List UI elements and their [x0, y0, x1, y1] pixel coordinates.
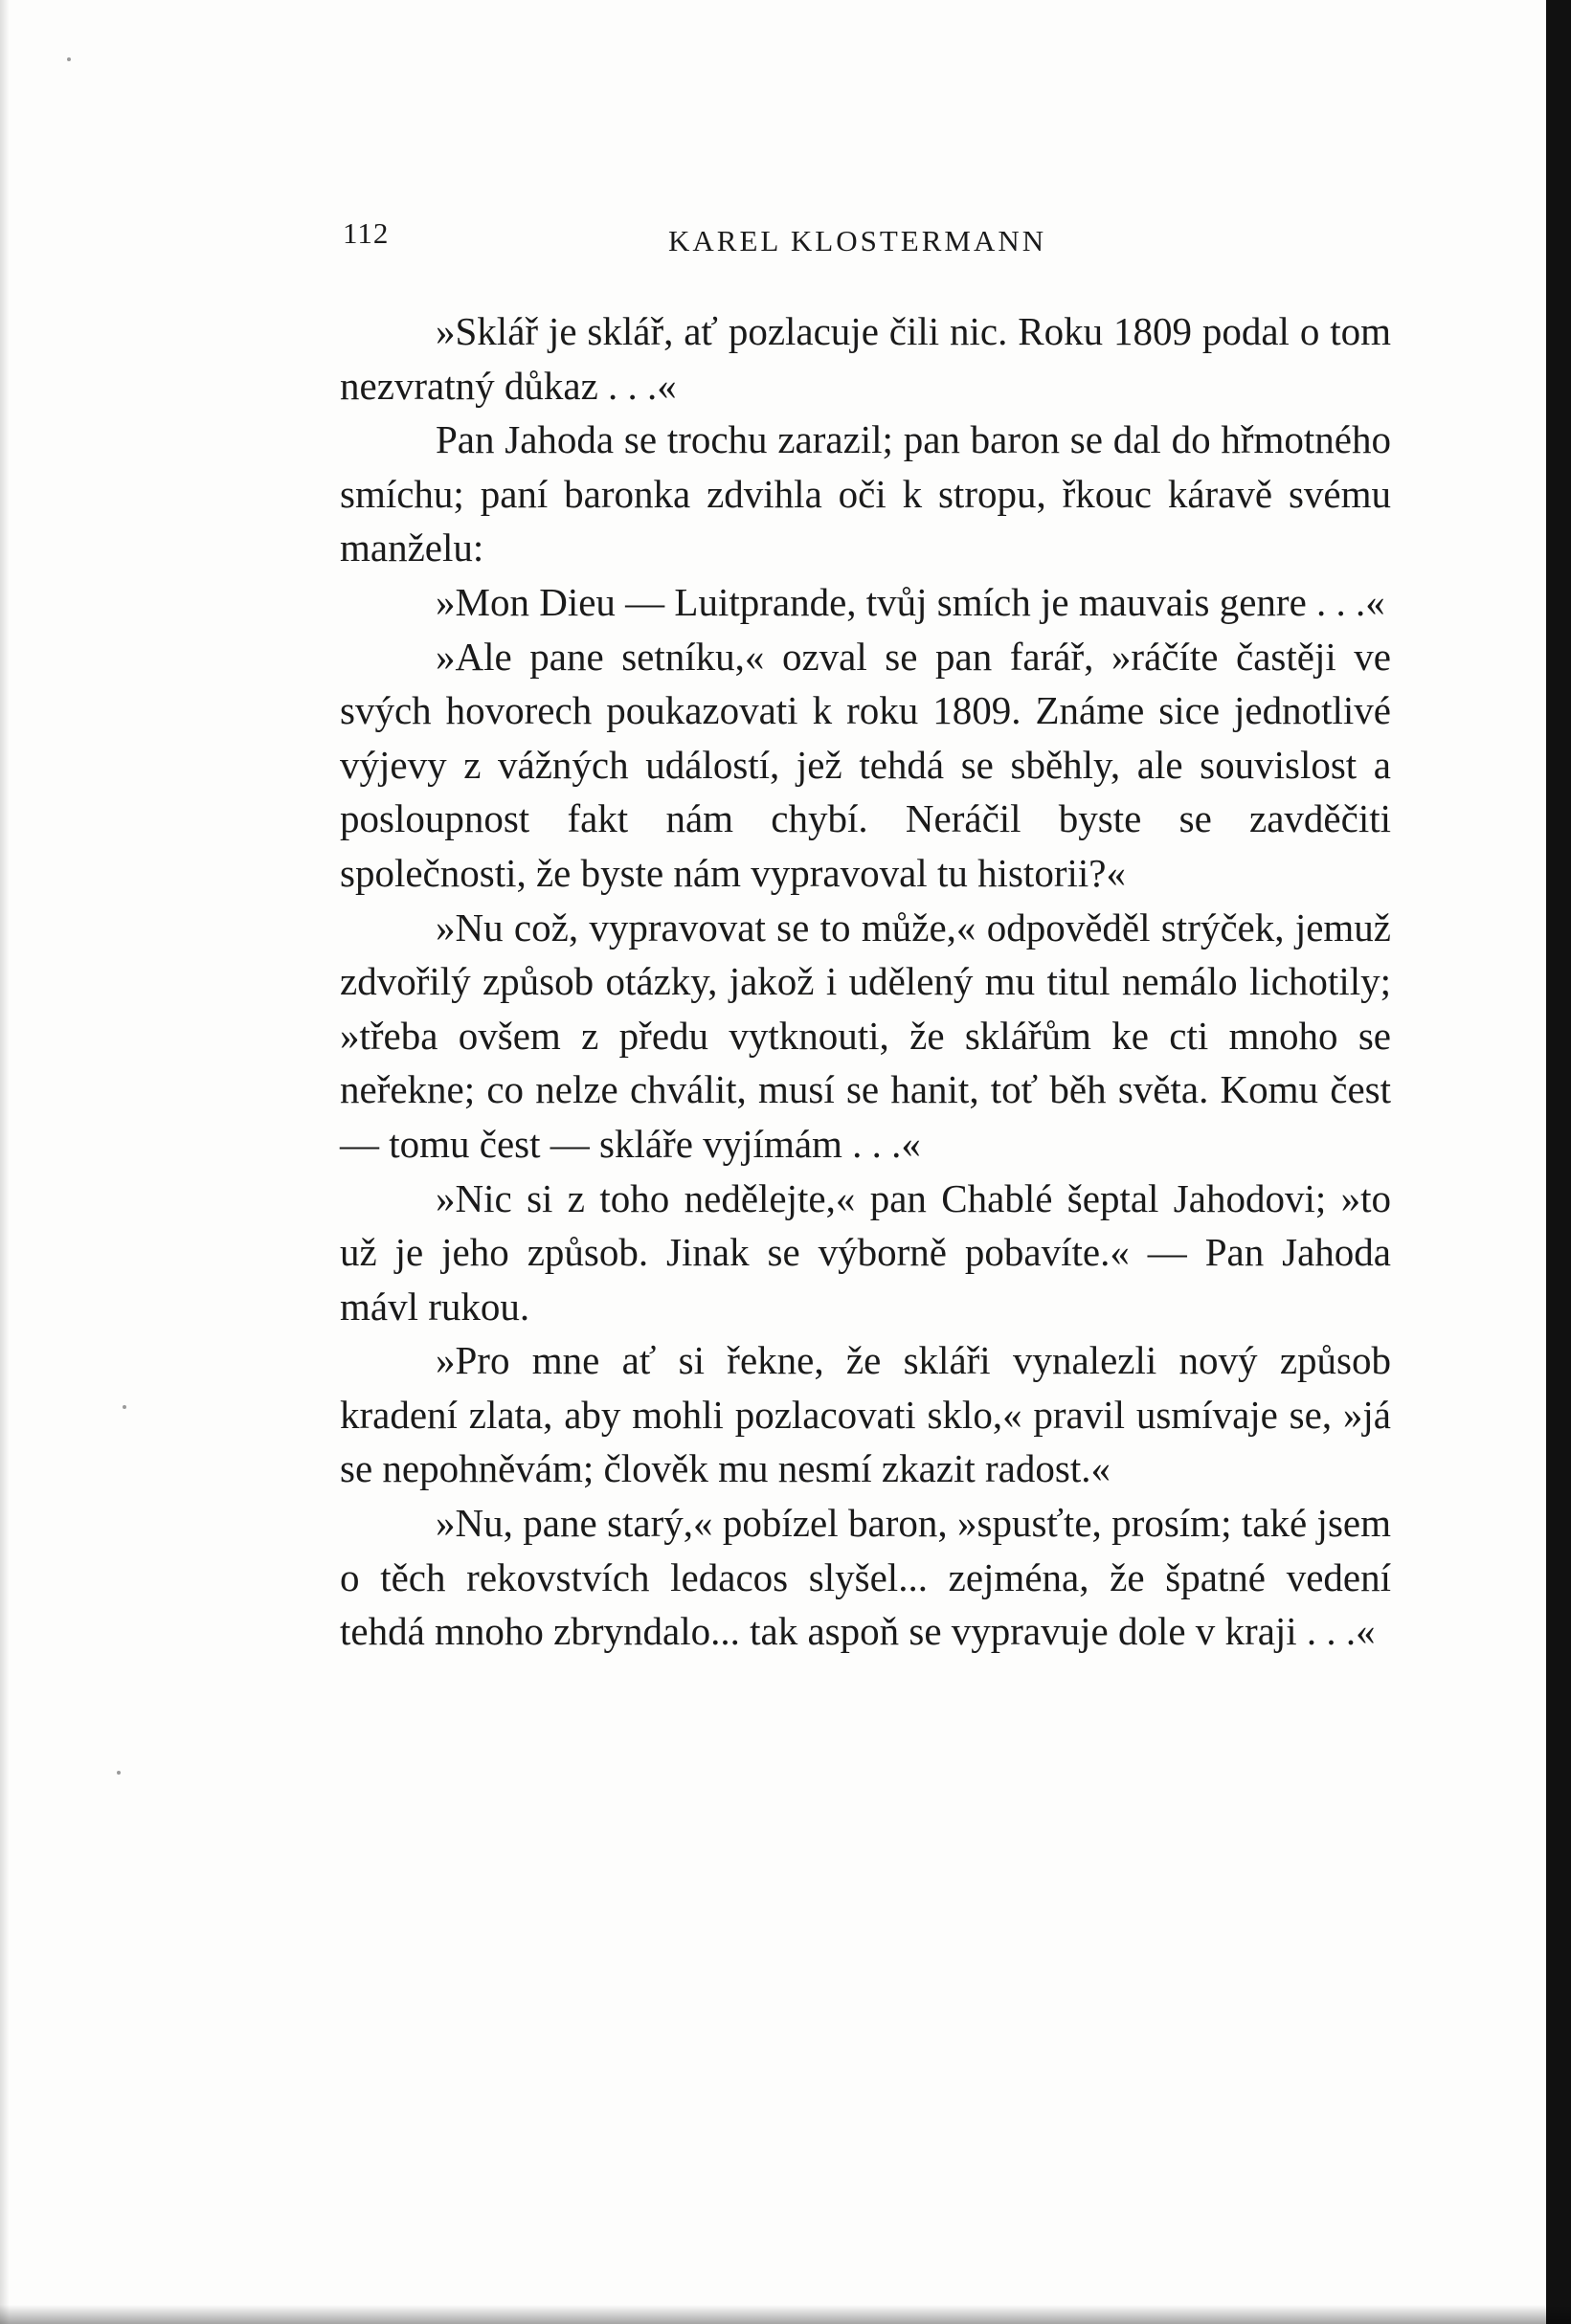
paragraph: »Pro mne ať si řekne, že skláři vynalezli nový způsob kradení zlata, aby mohli pozlacovati sklo,« pravil usmívaje se, »já se nepohněvám; člověk mu nesmí zkazit radost.« [340, 1338, 1391, 1491]
scan-speck [117, 1771, 121, 1775]
scan-shadow-bottom [0, 2305, 1571, 2324]
paragraph: »Sklář je sklář, ať pozlacuje čili nic. Roku 1809 podal o tom nezvratný důkaz . . .« [340, 309, 1391, 408]
paragraph: Pan Jahoda se trochu zarazil; pan baron se dal do hřmotného smíchu; paní baronka zdvihla oči k stropu, řkouc káravě svému manželu: [340, 417, 1391, 570]
paragraph: »Nic si z toho nedělejte,« pan Chablé šeptal Jahodovi; »to už je jeho způsob. Jinak se výborně pobavíte.« — Pan Jahoda mávl rukou. [340, 1175, 1391, 1329]
paragraph: »Mon Dieu — Luitprande, tvůj smích je mauvais genre . . .« [436, 579, 1385, 624]
page-header [343, 216, 1386, 264]
scan-shadow-left [0, 0, 10, 2324]
paragraph: »Nu, pane starý,« pobízel baron, »spusťte, prosím; také jsem o těch rekovstvích ledacos slyšel... zejména, že špatné vedení tehdá mnoho zbryndalo... tak aspoň se vypravuje dole v kraji . . .« [340, 1501, 1391, 1654]
scan-speck [123, 1405, 126, 1409]
scan-border-right [1546, 0, 1571, 2324]
running-head: KAREL KLOSTERMANN [668, 224, 1047, 257]
paragraph: »Nu což, vypravovat se to může,« odpověděl strýček, jemuž zdvořilý způsob otázky, jakož i udělený mu titul nemálo lichotily; »třeba ovšem z předu vytknouti, že sklářům ke cti mnoho se neřekne; co nelze chválit, musí se hanit, toť běh světa. Komu čest — tomu čest — skláře vyjímám . . .« [340, 905, 1391, 1166]
page-number: 112 [343, 216, 390, 250]
body-text [340, 304, 1391, 1659]
paragraph: »Ale pane setníku,« ozval se pan farář, »ráčíte častěji ve svých hovorech poukazovati k roku 1809. Známe sice jednotlivé výjevy z vážných událostí, jež tehdá se sběhly, ale souvislost a posloupnost fakt nám chybí. Neráčil byste se zavděčiti společnosti, že byste nám vypravoval tu historii?« [340, 634, 1391, 895]
scan-speck [67, 57, 71, 61]
